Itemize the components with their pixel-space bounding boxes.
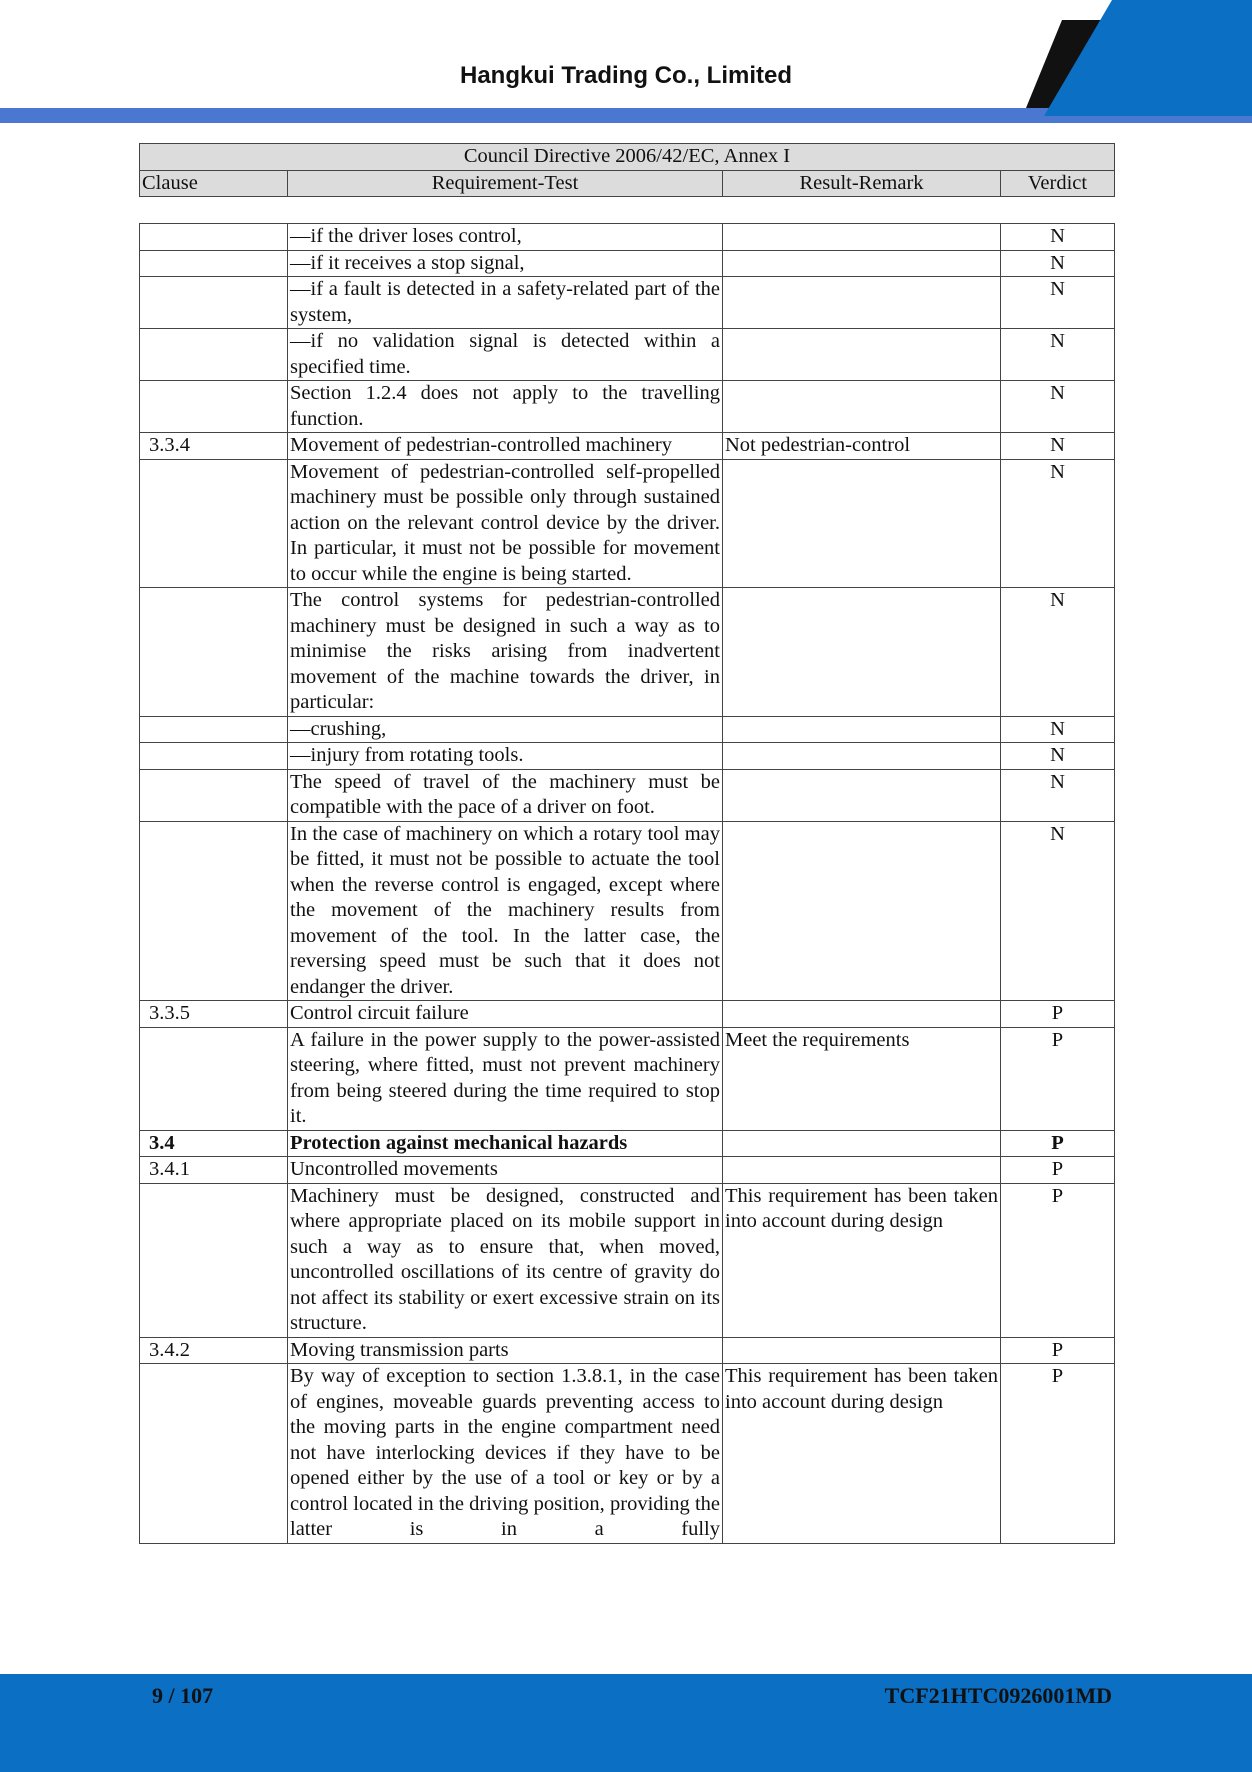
result-cell — [723, 1337, 1001, 1364]
table-header — [139, 143, 1115, 197]
verdict-cell: P — [1001, 1027, 1115, 1130]
result-cell — [723, 588, 1001, 717]
requirement-cell: A failure in the power supply to the power-assisted steering, where fitted, must not prevent machinery from being steered during the time required to stop it. — [288, 1027, 723, 1130]
clause-cell: 3.3.4 — [140, 433, 288, 460]
clause-cell: 3.4.2 — [140, 1337, 288, 1364]
clause-cell — [140, 716, 288, 743]
table-row — [140, 381, 1115, 433]
table-row — [140, 277, 1115, 329]
table-row — [140, 1364, 1115, 1544]
column-header-verdict: Verdict — [1001, 170, 1115, 197]
clause-cell — [140, 250, 288, 277]
clause-cell — [140, 459, 288, 588]
clause-cell: 3.3.5 — [140, 1001, 288, 1028]
table-row — [140, 743, 1115, 770]
table-row — [140, 459, 1115, 588]
result-cell — [723, 250, 1001, 277]
table-row — [140, 1027, 1115, 1130]
verdict-cell: P — [1001, 1337, 1115, 1364]
verdict-cell: N — [1001, 250, 1115, 277]
clause-cell — [140, 821, 288, 1001]
requirement-cell: The control systems for pedestrian-controlled machinery must be designed in such a way as to minimise the risks arising from inadvertent movement of the machine towards the driver, in particular: — [288, 588, 723, 717]
clause-cell — [140, 224, 288, 251]
verdict-cell: P — [1001, 1157, 1115, 1184]
table-row — [140, 224, 1115, 251]
requirement-cell: Control circuit failure — [288, 1001, 723, 1028]
requirement-cell: Uncontrolled movements — [288, 1157, 723, 1184]
verdict-cell: N — [1001, 743, 1115, 770]
table-caption: Council Directive 2006/42/EC, Annex I — [140, 144, 1115, 171]
verdict-cell: N — [1001, 433, 1115, 460]
verdict-cell: N — [1001, 769, 1115, 821]
page-number: 9 / 107 — [152, 1683, 214, 1708]
requirement-cell: Machinery must be designed, constructed and where appropriate placed on its mobile support in such a way as to ensure that, when moved, uncontrolled oscillations of its centre of gravity do not affect its stability or exert excessive strain on its structure. — [288, 1183, 723, 1337]
verdict-cell: N — [1001, 381, 1115, 433]
header-corner-graphic — [952, 0, 1252, 124]
verdict-cell: P — [1001, 1364, 1115, 1544]
table-row — [140, 588, 1115, 717]
verdict-cell: P — [1001, 1130, 1115, 1157]
verdict-cell: P — [1001, 1001, 1115, 1028]
table-row — [140, 433, 1115, 460]
clause-cell — [140, 1364, 288, 1544]
table-row — [140, 1001, 1115, 1028]
requirement-cell: —if it receives a stop signal, — [288, 250, 723, 277]
result-cell — [723, 1001, 1001, 1028]
verdict-cell: N — [1001, 459, 1115, 588]
table-row — [140, 1183, 1115, 1337]
requirement-cell: Protection against mechanical hazards — [288, 1130, 723, 1157]
clause-cell: 3.4 — [140, 1130, 288, 1157]
requirement-cell: Movement of pedestrian-controlled self-propelled machinery must be possible only through sustained action on the relevant control device by the driver. In particular, it must not be possible for movement to occur while the engine is being started. — [288, 459, 723, 588]
clause-cell — [140, 381, 288, 433]
requirement-cell: —injury from rotating tools. — [288, 743, 723, 770]
result-cell: This requirement has been taken into account during design — [723, 1183, 1001, 1337]
result-cell — [723, 381, 1001, 433]
requirement-cell: —if no validation signal is detected within a specified time. — [288, 329, 723, 381]
requirement-cell: In the case of machinery on which a rotary tool may be fitted, it must not be possible to actuate the tool when the reverse control is engaged, except where the movement of the machinery results from movement of the tool. In the latter case, the reversing speed must be such that it does not endanger the driver. — [288, 821, 723, 1001]
column-header-result: Result-Remark — [723, 170, 1001, 197]
result-cell: Not pedestrian-control — [723, 433, 1001, 460]
table-row — [140, 821, 1115, 1001]
requirement-cell: Section 1.2.4 does not apply to the travelling function. — [288, 381, 723, 433]
requirement-cell: —if the driver loses control, — [288, 224, 723, 251]
result-cell — [723, 224, 1001, 251]
clause-cell — [140, 743, 288, 770]
result-cell — [723, 1130, 1001, 1157]
clause-cell — [140, 769, 288, 821]
table-row — [140, 329, 1115, 381]
table-row — [140, 1157, 1115, 1184]
verdict-cell: N — [1001, 588, 1115, 717]
clause-cell — [140, 1027, 288, 1130]
document-number: TCF21HTC0926001MD — [884, 1683, 1112, 1708]
company-name: Hangkui Trading Co., Limited — [459, 62, 792, 89]
requirement-cell: —if a fault is detected in a safety-related part of the system, — [288, 277, 723, 329]
result-cell — [723, 743, 1001, 770]
result-cell — [723, 769, 1001, 821]
requirement-cell: The speed of travel of the machinery must be compatible with the pace of a driver on foot. — [288, 769, 723, 821]
requirement-cell: Movement of pedestrian-controlled machinery — [288, 433, 723, 460]
clause-cell — [140, 1183, 288, 1337]
table-row — [140, 1130, 1115, 1157]
table-row — [140, 1337, 1115, 1364]
requirement-cell: By way of exception to section 1.3.8.1, in the case of engines, moveable guards preventing access to the moving parts in the engine compartment need not have interlocking devices if they have to be opened either by the use of a tool or key or by a control located in the driving position, providing the latter is in a fully — [288, 1364, 723, 1544]
result-cell: This requirement has been taken into account during design — [723, 1364, 1001, 1544]
requirement-cell: —crushing, — [288, 716, 723, 743]
result-cell — [723, 329, 1001, 381]
table-row — [140, 769, 1115, 821]
result-cell — [723, 716, 1001, 743]
verdict-cell: N — [1001, 329, 1115, 381]
verdict-cell: P — [1001, 1183, 1115, 1337]
table-row — [140, 250, 1115, 277]
column-header-clause: Clause — [140, 170, 288, 197]
column-header-requirement: Requirement-Test — [288, 170, 723, 197]
requirements-table — [139, 223, 1115, 1544]
verdict-cell: N — [1001, 224, 1115, 251]
clause-cell — [140, 329, 288, 381]
result-cell: Meet the requirements — [723, 1027, 1001, 1130]
verdict-cell: N — [1001, 716, 1115, 743]
clause-cell — [140, 588, 288, 717]
verdict-cell: N — [1001, 821, 1115, 1001]
result-cell — [723, 1157, 1001, 1184]
result-cell — [723, 277, 1001, 329]
verdict-cell: N — [1001, 277, 1115, 329]
clause-cell: 3.4.1 — [140, 1157, 288, 1184]
result-cell — [723, 821, 1001, 1001]
table-row — [140, 716, 1115, 743]
result-cell — [723, 459, 1001, 588]
clause-cell — [140, 277, 288, 329]
requirement-cell: Moving transmission parts — [288, 1337, 723, 1364]
